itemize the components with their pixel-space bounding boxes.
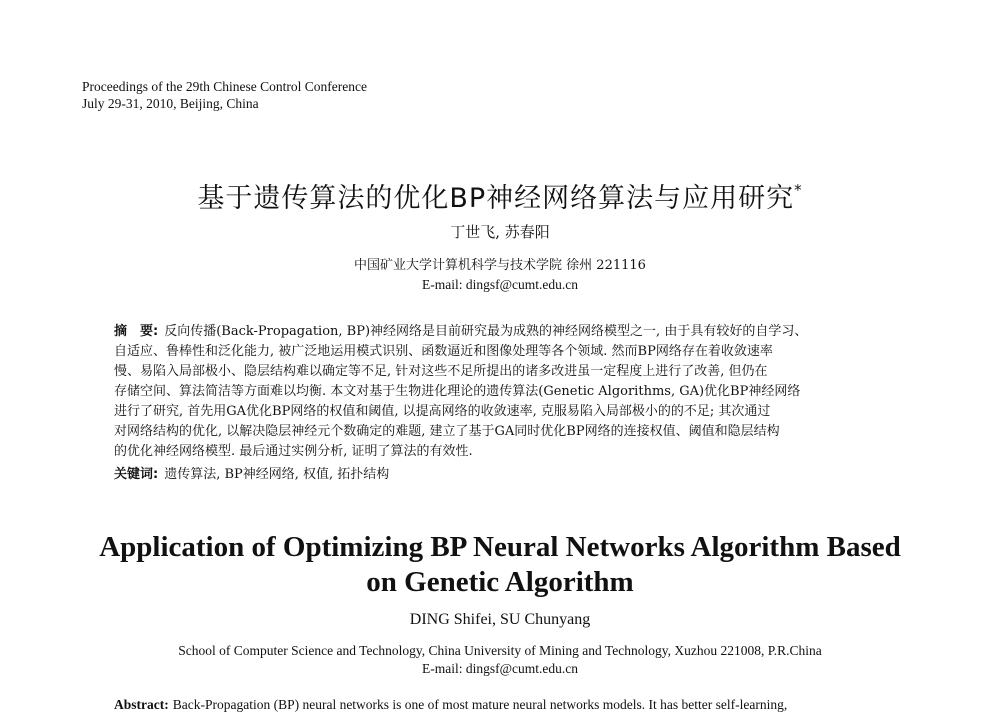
chinese-title-text: 基于遗传算法的优化BP神经网络算法与应用研究 bbox=[197, 183, 795, 214]
english-affiliation: School of Computer Science and Technology, China University of Mining and Technology, Xuzhou 221008, P.R.China bbox=[178, 643, 822, 658]
english-abstract bbox=[114, 696, 890, 714]
chinese-abstract-line: 进行了研究, 首先用GA优化BP网络的权值和阈值, 以提高网络的收敛速率, 克服易陷入局部极小的的不足; 其次通过 bbox=[114, 404, 771, 419]
chinese-abstract-line-text: 反向传播(Back-Propagation, BP)神经网络是目前研究最为成熟的神经网络模型之一, 由于具有较好的自学习、 bbox=[164, 324, 808, 339]
english-title-line-1: Application of Optimizing BP Neural Networks Algorithm Based bbox=[99, 531, 901, 563]
chinese-abstract-line: 的优化神经网络模型. 最后通过实例分析, 证明了算法的有效性. bbox=[114, 444, 473, 459]
chinese-affiliation: 中国矿业大学计算机科学与技术学院 徐州 221116 bbox=[354, 258, 646, 273]
english-abstract-text: Back-Propagation (BP) neural networks is one of most mature neural networks models. It has better self-learning, bbox=[172, 697, 788, 712]
chinese-abstract-line: 存储空间、算法简洁等方面难以均衡. 本文对基于生物进化理论的遗传算法(Genetic Algorithms, GA)优化BP神经网络 bbox=[114, 384, 801, 399]
chinese-abstract-label: 摘 要: bbox=[114, 324, 159, 339]
english-abstract-label: Abstract: bbox=[114, 697, 169, 712]
chinese-authors: 丁世飞, 苏春阳 bbox=[450, 223, 550, 241]
chinese-keywords bbox=[114, 465, 389, 485]
chinese-email: E-mail: dingsf@cumt.edu.cn bbox=[421, 277, 579, 292]
proceedings-header bbox=[82, 78, 367, 112]
proceedings-line-1: Proceedings of the 29th Chinese Control Conference bbox=[82, 79, 367, 94]
proceedings-line-2: July 29-31, 2010, Beijing, China bbox=[82, 96, 259, 111]
english-title bbox=[0, 530, 1000, 600]
chinese-abstract-line: 自适应、鲁棒性和泛化能力, 被广泛地运用模式识别、函数逼近和图像处理等各个领域. 然而BP网络存在着收敛速率 bbox=[114, 344, 773, 359]
chinese-abstract-line: 慢、易陷入局部极小、隐层结构难以确定等不足, 针对这些不足所提出的诸多改进虽一定程度上进行了改善, 但仍在 bbox=[114, 364, 768, 379]
chinese-keywords-text: 遗传算法, BP神经网络, 权值, 拓扑结构 bbox=[164, 467, 390, 482]
chinese-abstract bbox=[114, 322, 890, 462]
english-title-line-2: on Genetic Algorithm bbox=[366, 566, 634, 598]
chinese-keywords-label: 关键词: bbox=[114, 467, 159, 482]
title-footnote-mark: * bbox=[794, 181, 803, 199]
chinese-abstract-line: 对网络结构的优化, 以解决隐层神经元个数确定的难题, 建立了基于GA同时优化BP网络的连接权值、阈值和隐层结构 bbox=[114, 424, 780, 439]
chinese-title bbox=[0, 172, 1000, 217]
english-authors: DING Shifei, SU Chunyang bbox=[409, 611, 591, 628]
chinese-abstract-line bbox=[114, 322, 890, 342]
english-email: E-mail: dingsf@cumt.edu.cn bbox=[421, 661, 579, 676]
